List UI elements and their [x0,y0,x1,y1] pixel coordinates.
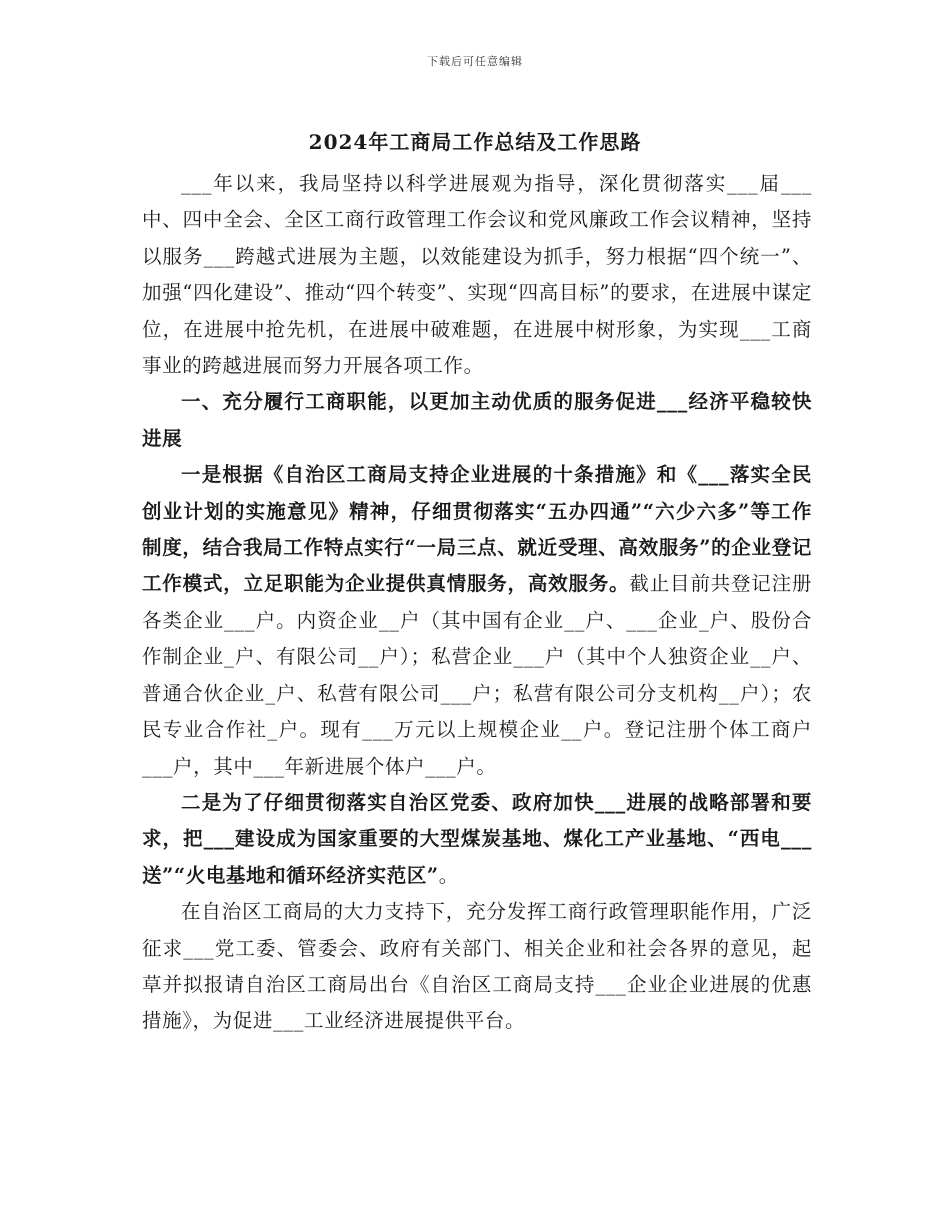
document-title: 2024年工商局工作总结及工作思路 [308,130,642,154]
item-two-tail: 。 [438,863,459,887]
item-two-paragraph [142,785,812,894]
item-one-bold-text: 一是根据《自治区工商局支持企业进展的十条措施》和《___落实全民创业计划的实施意见》精神，仔细贯彻落实“五办四通”“六少六多”等工作制度，结合我局工作特点实行“一局三点、就近受理、高效服务”的企业登记工作模式，立足职能为企业提供真情服务，高效服务。 [142,463,812,596]
item-one-paragraph [142,457,812,785]
intro-paragraph: ___年以来，我局坚持以科学进展观为指导，深化贯彻落实___届___中、四中全会、全区工商行政管理工作会议和党风廉政工作会议精神，坚持以服务___跨越式进展为主题，以效能建设为抓手，努力根据“四个统一”、加强“四化建设”、推动“四个转变”、实现“四高目标”的要求，在进展中谋定位，在进展中抢先机，在进展中破难题，在进展中树形象，为实现___工商事业的跨越进展而努力开展各项工作。 [142,172,812,378]
section-heading: 一、充分履行工商职能，以更加主动优质的服务促进___经济平稳较快进展 [142,390,812,450]
item-three-paragraph: 在自治区工商局的大力支持下，充分发挥工商行政管理职能作用，广泛征求___党工委、管委会、政府有关部门、相关企业和社会各界的意见，起草并拟报请自治区工商局出台《自治区工商局支持___企业企业进展的优惠措施》，为促进___工业经济进展提供平台。 [142,900,812,1033]
item-two-bold-text: 二是为了仔细贯彻落实自治区党委、政府加快___进展的战略部署和要求，把___建设成为国家重要的大型煤炭基地、煤化工产业基地、“西电___送”“火电基地和循环经济实范区” [142,790,812,887]
header-note: 下载后可任意编辑 [427,55,523,68]
item-one-text: 截止目前共登记注册各类企业___户。内资企业__户（其中国有企业__户、___企业_户、股份合作制企业_户、有限公司__户）；私营企业___户（其中个人独资企业__户、普通合伙企业_户、私营有限公司___户；私营有限公司分支机构__户）；农民专业合作社_户。现有___万元以上规模企业__户。登记注册个体工商户___户，其中___年新进展个体户___户。 [142,572,812,778]
document-body [142,166,812,1040]
